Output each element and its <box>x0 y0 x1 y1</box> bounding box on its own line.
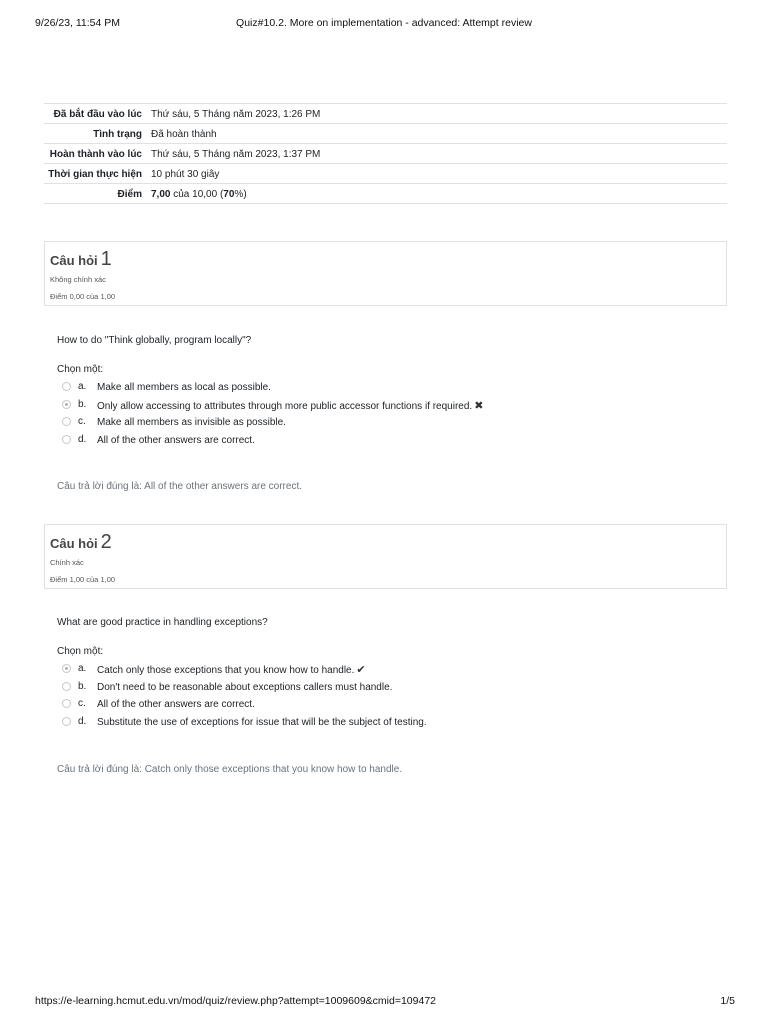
answer-option[interactable] <box>62 698 702 716</box>
answer-option[interactable] <box>62 681 702 699</box>
attempt-summary-table <box>44 103 727 204</box>
page-count: 1/5 <box>720 995 735 1007</box>
question-grade: Điểm 1,00 của 1,00 <box>50 575 116 584</box>
answer-label: Substitute the use of exceptions for issue that will be the subject of testing. <box>97 716 427 728</box>
answer-option[interactable] <box>62 663 702 681</box>
grade-label: Điểm <box>117 189 142 200</box>
answer-label: Make all members as invisible as possible. <box>97 417 286 428</box>
answer-option[interactable] <box>62 716 702 734</box>
answer-option[interactable] <box>62 381 702 399</box>
grade-of: của 10,00 ( <box>173 189 224 200</box>
radio-button[interactable] <box>62 699 71 708</box>
answer-letter: a. <box>78 663 87 674</box>
radio-button-checked[interactable] <box>62 400 71 409</box>
completed-label: Hoàn thành vào lúc <box>49 149 142 160</box>
answer-letter: b. <box>78 398 87 410</box>
grade-score: 7,00 <box>151 189 171 200</box>
radio-button[interactable] <box>62 382 71 391</box>
answer-option[interactable] <box>62 399 702 417</box>
question-label: Câu hỏi <box>50 253 98 268</box>
radio-button[interactable] <box>62 417 71 426</box>
question-number <box>50 531 112 554</box>
completed-value: Thứ sáu, 5 Tháng năm 2023, 1:37 PM <box>151 149 321 160</box>
summary-row-state <box>44 124 727 144</box>
answer-text <box>97 698 257 710</box>
print-header <box>35 17 733 31</box>
grade-percent: 70 <box>223 189 235 200</box>
question-2-right-answer: Câu trả lời đúng là: Catch only those exceptions that you know how to handle. <box>57 764 403 775</box>
answer-option[interactable] <box>62 434 702 452</box>
question-label: Câu hỏi <box>50 536 98 551</box>
answer-text <box>97 681 394 693</box>
question-state: Chính xác <box>50 558 84 567</box>
answer-text <box>97 399 483 412</box>
radio-button[interactable] <box>62 682 71 691</box>
answer-label: Don't need to be reasonable about exceptions callers must handle. <box>97 681 393 693</box>
question-number <box>50 248 112 271</box>
answer-label: All of the other answers are correct. <box>97 434 255 446</box>
answer-option[interactable] <box>62 416 702 434</box>
answer-letter: b. <box>78 680 87 692</box>
question-2-info <box>44 524 727 589</box>
grade-value <box>147 184 727 204</box>
radio-button-checked[interactable] <box>62 664 71 673</box>
answer-label: All of the other answers are correct. <box>97 699 255 710</box>
incorrect-icon: ✖ <box>474 399 484 412</box>
question-state: Không chính xác <box>50 275 106 284</box>
answer-text <box>97 381 273 393</box>
summary-row-time <box>44 164 727 184</box>
question-2-answers <box>62 663 702 733</box>
time-value: 10 phút 30 giây <box>151 169 220 180</box>
question-grade: Điểm 0,00 của 1,00 <box>50 292 116 301</box>
answer-letter: d. <box>78 433 87 445</box>
question-1-info <box>44 241 727 306</box>
answer-text <box>97 663 366 676</box>
question-num: 1 <box>100 248 112 270</box>
page-url: https://e-learning.hcmut.edu.vn/mod/quiz/review.php?attempt=1009609&cmid=109472 <box>35 995 437 1007</box>
question-num: 2 <box>100 531 112 553</box>
question-1-text: How to do "Think globally, program locally"? <box>57 335 252 346</box>
question-1-answers <box>62 381 702 451</box>
print-title: Quiz#10.2. More on implementation - advanced: Attempt review <box>236 17 532 29</box>
answer-label: Make all members as local as possible. <box>97 382 271 393</box>
answer-label: Only allow accessing to attributes through more public accessor functions if required. <box>97 400 473 412</box>
state-label: Tình trạng <box>93 129 142 140</box>
answer-letter: c. <box>78 416 86 427</box>
state-value: Đã hoàn thành <box>151 129 217 140</box>
answer-label: Catch only those exceptions that you know how to handle. <box>97 665 355 676</box>
started-value: Thứ sáu, 5 Tháng năm 2023, 1:26 PM <box>151 109 321 120</box>
answer-text <box>97 416 288 428</box>
grade-close: %) <box>234 189 247 200</box>
question-2-prompt: Chọn một: <box>57 646 104 657</box>
summary-row-completed <box>44 144 727 164</box>
print-footer <box>35 995 735 1009</box>
started-label: Đã bắt đầu vào lúc <box>53 109 142 120</box>
radio-button[interactable] <box>62 435 71 444</box>
summary-row-grade <box>44 184 727 204</box>
answer-text <box>97 716 429 728</box>
time-label: Thời gian thực hiện <box>48 169 142 180</box>
answer-letter: d. <box>78 715 87 727</box>
question-1-prompt: Chọn một: <box>57 364 104 375</box>
answer-letter: a. <box>78 381 87 392</box>
summary-row-started <box>44 104 727 124</box>
print-date: 9/26/23, 11:54 PM <box>35 17 121 29</box>
question-2-text: What are good practice in handling exceptions? <box>57 617 268 628</box>
radio-button[interactable] <box>62 717 71 726</box>
answer-letter: c. <box>78 698 86 709</box>
answer-text <box>97 434 257 446</box>
correct-check-icon: ✔ <box>356 664 366 676</box>
question-1-right-answer: Câu trả lời đúng là: All of the other answers are correct. <box>57 481 303 492</box>
